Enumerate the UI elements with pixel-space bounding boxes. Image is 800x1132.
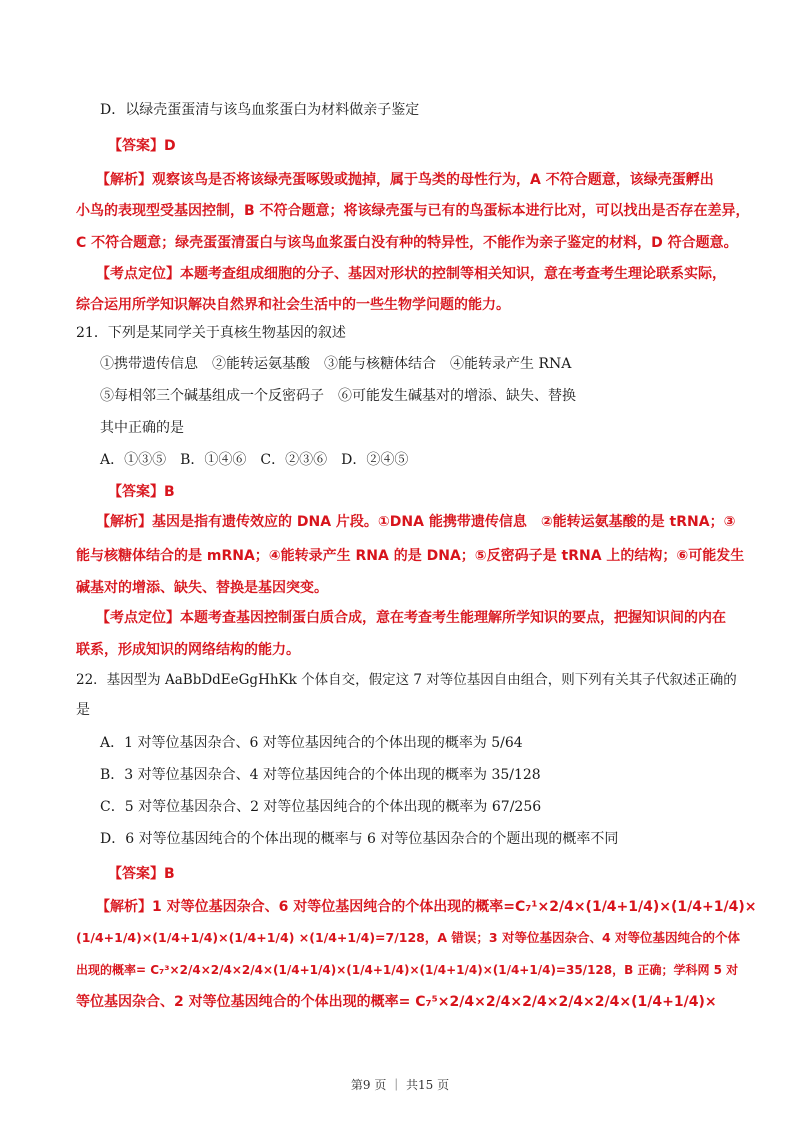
page-footer: 第9 页 ｜ 共15 页 [350,1078,450,1092]
q21-analysis-line-1: 【解析】基因是指有遗传效应的 DNA 片段。①DNA 能携带遗传信息 ②能转运氨基酸的是 tRNA；③ [96,514,736,530]
q22-option-c: C．5 对等位基因杂合、2 对等位基因纯合的个体出现的概率为 67/256 [100,799,542,815]
q22-analysis-line-1: 【解析】1 对等位基因杂合、6 对等位基因纯合的个体出现的概率=C₇¹×2/4×(1/4+1/4)×(1/4+1/4)× [96,899,757,915]
q20-answer: 【答案】D [108,138,176,154]
q22-answer: 【答案】B [108,866,175,882]
q21-keypoint-line-2: 联系，形成知识的网络结构的能力。 [76,642,300,658]
q20-analysis-line-1: 【解析】观察该鸟是否将该绿壳蛋啄毁或抛掉，属于鸟类的母性行为，A 不符合题意，该绿壳蛋孵出 [96,172,714,188]
q21-options: A．①③⑤ B．①④⑥ C．②③⑥ D．②④⑤ [100,452,409,468]
q21-analysis-line-3: 碱基对的增添、缺失、替换是基因突变。 [76,580,328,596]
q21-analysis-line-2: 能与核糖体结合的是 mRNA；④能转录产生 RNA 的是 DNA；⑤反密码子是 tRNA 上的结构；⑥可能发生 [76,548,745,564]
q21-items-line-2: ⑤每相邻三个碱基组成一个反密码子 ⑥可能发生碱基对的增添、缺失、替换 [100,388,576,404]
q22-option-b: B．3 对等位基因杂合、4 对等位基因纯合的个体出现的概率为 35/128 [100,767,541,783]
q20-analysis-line-3: C 不符合题意；绿壳蛋蛋清蛋白与该鸟血浆蛋白没有种的特异性，不能作为亲子鉴定的材料，D 符合题意。 [76,235,738,251]
q21-ask: 其中正确的是 [100,420,184,436]
q22-analysis-line-2: (1/4+1/4)×(1/4+1/4)×(1/4+1/4) ×(1/4+1/4)=7/128，A 错误；3 对等位基因杂合、4 对等位基因纯合的个体 [76,930,741,945]
q22-option-a: A．1 对等位基因杂合、6 对等位基因纯合的个体出现的概率为 5/64 [100,735,523,751]
q21-stem: 21．下列是某同学关于真核生物基因的叙述 [76,325,346,341]
q22-analysis-line-3: 出现的概率= C₇³×2/4×2/4×2/4×(1/4+1/4)×(1/4+1/4)×(1/4+1/4)×(1/4+1/4)=35/128，B 正确；学科网 5 对 [76,963,739,977]
q20-analysis-line-2: 小鸟的表现型受基因控制，B 不符合题意；将该绿壳蛋与已有的鸟蛋标本进行比对，可以找出是否存在差异， [76,203,750,219]
q22-option-d: D．6 对等位基因纯合的个体出现的概率与 6 对等位基因杂合的个题出现的概率不同 [100,831,619,847]
q20-keypoint-line-1: 【考点定位】本题考查组成细胞的分子、基因对形状的控制等相关知识，意在考查考生理论联系实际， [96,266,726,282]
q21-keypoint-line-1: 【考点定位】本题考查基因控制蛋白质合成，意在考查考生能理解所学知识的要点，把握知识间的内在 [96,610,726,626]
q21-items-line-1: ①携带遗传信息 ②能转运氨基酸 ③能与核糖体结合 ④能转录产生 RNA [100,356,572,372]
q21-answer: 【答案】B [108,484,175,500]
q22-analysis-line-4: 等位基因杂合、2 对等位基因纯合的个体出现的概率= C₇⁵×2/4×2/4×2/4×2/4×2/4×(1/4+1/4)× [76,994,717,1010]
q20-keypoint-line-2: 综合运用所学知识解决自然界和社会生活中的一些生物学问题的能力。 [76,297,510,313]
q22-stem-line-2: 是 [76,702,90,718]
q20-option-d: D．以绿壳蛋蛋清与该鸟血浆蛋白为材料做亲子鉴定 [100,102,420,118]
q22-stem-line-1: 22．基因型为 AaBbDdEeGgHhKk 个体自交，假定这 7 对等位基因自由组合，则下列有关其子代叙述正确的 [76,672,737,688]
